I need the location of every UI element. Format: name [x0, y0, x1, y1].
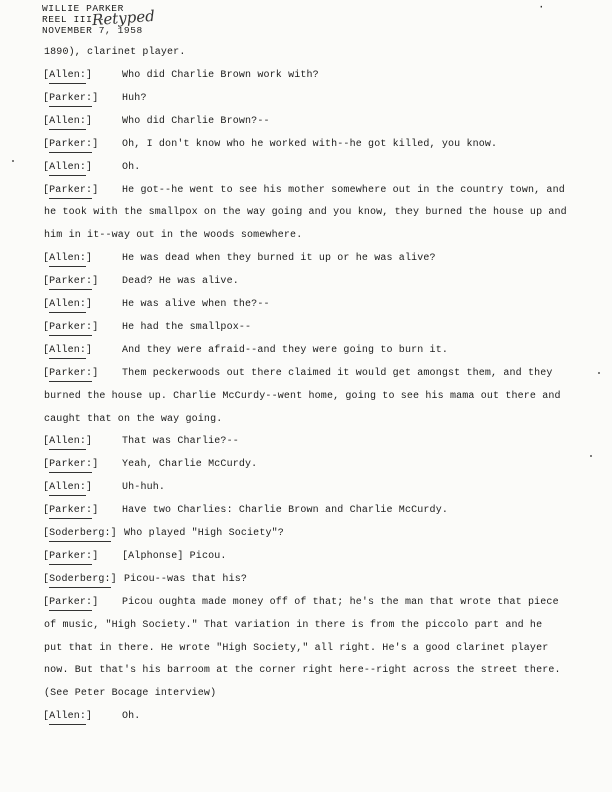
speaker-label — [43, 345, 92, 357]
speaker-name: [Parker:] — [43, 185, 99, 196]
speaker-name: [Allen:] — [43, 482, 93, 493]
handwritten-annotation: Retyped — [91, 6, 156, 30]
interview-date: NOVEMBER 7, 1958 — [42, 25, 143, 36]
speaker-name: [Soderberg:] — [43, 528, 117, 539]
dialogue-text: Huh? — [122, 93, 147, 104]
reel-label: REEL III-- — [42, 14, 106, 25]
speaker-name: [Allen:] — [43, 70, 93, 81]
speaker-name: [Parker:] — [43, 459, 99, 470]
speaker-name: [Parker:] — [43, 597, 99, 608]
speaker-name: [Allen:] — [43, 299, 93, 310]
speaker-label — [43, 551, 98, 563]
dialogue-text: Who played "High Society"? — [124, 528, 284, 539]
speaker-label — [43, 528, 117, 540]
dialogue-text: Oh, I don't know who he worked with--he got killed, you know. — [122, 139, 498, 150]
speaker-label — [43, 299, 92, 311]
speaker-name: [Parker:] — [43, 276, 99, 287]
speaker-label — [43, 276, 98, 288]
dialogue-text: He was dead when they burned it up or he was alive? — [122, 253, 436, 264]
dialogue-text: Oh. — [122, 162, 141, 173]
speaker-label — [43, 322, 98, 334]
scan-speck — [598, 372, 600, 374]
speaker-label — [43, 436, 92, 448]
speaker-label — [43, 185, 98, 197]
dialogue-continuation: caught that on the way going. — [44, 414, 223, 425]
scan-speck — [590, 455, 592, 457]
speaker-label — [43, 162, 92, 174]
speaker-label — [43, 139, 98, 151]
dialogue-continuation: now. But that's his barroom at the corner right here--right across the street there. — [44, 665, 561, 676]
speaker-label — [43, 482, 92, 494]
speaker-label — [43, 505, 98, 517]
intro-line: 1890), clarinet player. — [44, 47, 186, 58]
dialogue-text: [Alphonse] Picou. — [122, 551, 227, 562]
speaker-label — [43, 574, 117, 586]
dialogue-text: Yeah, Charlie McCurdy. — [122, 459, 258, 470]
dialogue-text: Dead? He was alive. — [122, 276, 239, 287]
interviewee-name: WILLIE PARKER — [42, 3, 124, 14]
speaker-name: [Allen:] — [43, 162, 93, 173]
speaker-label — [43, 711, 92, 723]
dialogue-text: Have two Charlies: Charlie Brown and Charlie McCurdy. — [122, 505, 449, 516]
speaker-label — [43, 116, 92, 128]
dialogue-text: Who did Charlie Brown work with? — [122, 70, 319, 81]
speaker-name: [Parker:] — [43, 322, 99, 333]
dialogue-text: He had the smallpox-- — [122, 322, 252, 333]
dialogue-text: Uh-huh. — [122, 482, 166, 493]
dialogue-text: He was alive when the?-- — [122, 299, 270, 310]
speaker-name: [Allen:] — [43, 711, 93, 722]
dialogue-text: Oh. — [122, 711, 141, 722]
speaker-label — [43, 597, 98, 609]
speaker-label — [43, 459, 98, 471]
speaker-label — [43, 93, 98, 105]
speaker-label — [43, 368, 98, 380]
speaker-label — [43, 70, 92, 82]
scan-speck — [12, 160, 14, 162]
speaker-name: [Allen:] — [43, 253, 93, 264]
speaker-name: [Soderberg:] — [43, 574, 117, 585]
dialogue-continuation: (See Peter Bocage interview) — [44, 688, 217, 699]
dialogue-text: He got--he went to see his mother somewhere out in the country town, and — [122, 185, 565, 196]
dialogue-text: Who did Charlie Brown?-- — [122, 116, 270, 127]
dialogue-continuation: him in it--way out in the woods somewhere. — [44, 230, 303, 241]
dialogue-text: That was Charlie?-- — [122, 436, 239, 447]
dialogue-continuation: he took with the smallpox on the way going and you know, they burned the house up and — [44, 207, 567, 218]
dialogue-continuation: burned the house up. Charlie McCurdy--went home, going to see his mama out there and — [44, 391, 561, 402]
dialogue-continuation: put that in there. He wrote "High Society," all right. He's a good clarinet player — [44, 643, 549, 654]
corner-mark: · — [538, 2, 545, 14]
speaker-name: [Allen:] — [43, 345, 93, 356]
speaker-name: [Parker:] — [43, 139, 99, 150]
dialogue-continuation: of music, "High Society." That variation in there is from the piccolo part and he — [44, 620, 543, 631]
dialogue-text: Picou--was that his? — [124, 574, 248, 585]
speaker-name: [Parker:] — [43, 93, 99, 104]
speaker-name: [Allen:] — [43, 436, 93, 447]
speaker-name: [Parker:] — [43, 551, 99, 562]
dialogue-text: And they were afraid--and they were going to burn it. — [122, 345, 449, 356]
dialogue-text: Them peckerwoods out there claimed it would get amongst them, and they — [122, 368, 553, 379]
dialogue-text: Picou oughta made money off of that; he's the man that wrote that piece — [122, 597, 559, 608]
speaker-label — [43, 253, 92, 265]
speaker-name: [Allen:] — [43, 116, 93, 127]
speaker-name: [Parker:] — [43, 505, 99, 516]
speaker-name: [Parker:] — [43, 368, 99, 379]
